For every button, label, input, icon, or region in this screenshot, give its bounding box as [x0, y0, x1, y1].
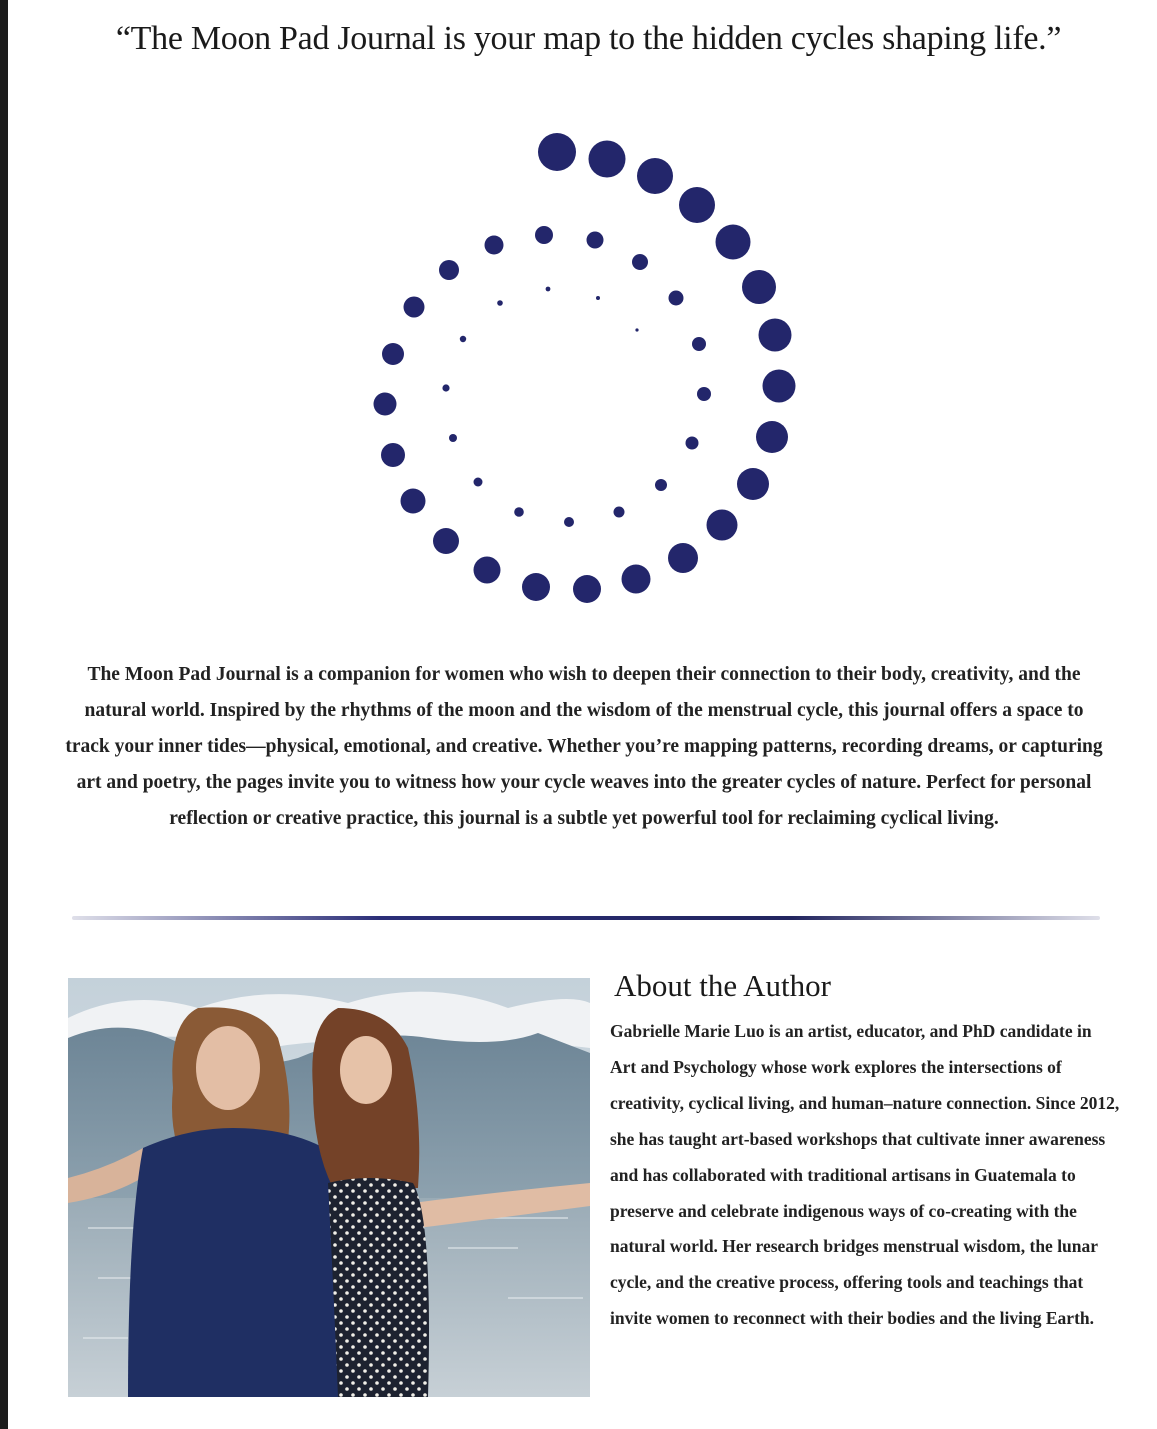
- spiral-dot: [535, 226, 553, 244]
- spiral-dot: [564, 517, 574, 527]
- spiral-dot: [587, 232, 604, 249]
- spiral-dot: [573, 575, 601, 603]
- spiral-dot: [632, 254, 648, 270]
- spiral-dot: [439, 260, 459, 280]
- spiral-dot: [442, 384, 449, 391]
- spiral-dot: [686, 437, 699, 450]
- spiral-dot: [381, 443, 405, 467]
- page-quote: “The Moon Pad Journal is your map to the hidden cycles shaping life.”: [115, 20, 1062, 57]
- spiral-dot: [374, 393, 397, 416]
- spiral-dot: [614, 507, 625, 518]
- spiral-dot: [485, 236, 504, 255]
- author-photo: [68, 978, 590, 1397]
- spiral-dot: [474, 478, 483, 487]
- spiral-dot: [697, 387, 711, 401]
- section-divider: [72, 916, 1100, 920]
- author-photo-image: [68, 978, 590, 1397]
- spiral-dot: [716, 225, 751, 260]
- spiral-dot: [449, 434, 457, 442]
- spiral-dot: [692, 337, 706, 351]
- spiral-dot: [546, 287, 551, 292]
- spiral-dot: [433, 528, 459, 554]
- spiral-dot: [707, 510, 738, 541]
- spiral-dot: [589, 141, 626, 178]
- spiral-dot: [756, 421, 788, 453]
- lunar-dot-spiral-icon: [0, 0, 1157, 640]
- spiral-dot: [474, 557, 501, 584]
- spiral-dot: [382, 343, 404, 365]
- spiral-dot: [522, 573, 550, 601]
- spiral-dot: [679, 187, 715, 223]
- spiral-dot: [622, 565, 651, 594]
- author-bio: Gabrielle Marie Luo is an artist, educator, and PhD candidate in Art and Psychology whose work explores the intersections of creativity, cyclical living, and human–nature connection. Since 2012, she has taught art-based workshops that cultivate inner awareness and has collaborated with traditional artisans in Guatemala to preserve and celebrate indigenous ways of co-creating with the natural world. Her research bridges menstrual wisdom, the lunar cycle, and the creative process, offering tools and teachings that invite women to reconnect with their bodies and the living Earth.: [610, 1021, 1120, 1329]
- spiral-dot: [763, 370, 796, 403]
- journal-description: The Moon Pad Journal is a companion for women who wish to deepen their connection to their body, creativity, and the natural world. Inspired by the rhythms of the moon and the wisdom of the menstrual cycle, this journal offers a space to track your inner tides—physical, emotional, and creative. Whether you’re mapping patterns, recording dreams, or capturing art and poetry, the pages invite you to witness how your cycle weaves into the greater cycles of nature. Perfect for personal reflection or creative practice, this journal is a subtle yet powerful tool for reclaiming cyclical living.: [65, 664, 1103, 829]
- spiral-dot: [404, 297, 425, 318]
- spiral-dot: [742, 270, 776, 304]
- spiral-dot: [460, 336, 466, 342]
- spiral-dot: [401, 489, 426, 514]
- spiral-dot: [737, 468, 769, 500]
- spiral-dot: [596, 296, 600, 300]
- spiral-dot: [635, 328, 638, 331]
- spiral-dot: [759, 319, 792, 352]
- spiral-dot: [637, 158, 673, 194]
- about-author-title: About the Author: [614, 968, 831, 1003]
- spiral-dot: [669, 291, 684, 306]
- spiral-dot: [668, 543, 698, 573]
- spiral-dot: [538, 133, 576, 171]
- spiral-dot: [497, 300, 503, 306]
- spiral-dot: [514, 507, 524, 517]
- spiral-dot: [655, 479, 667, 491]
